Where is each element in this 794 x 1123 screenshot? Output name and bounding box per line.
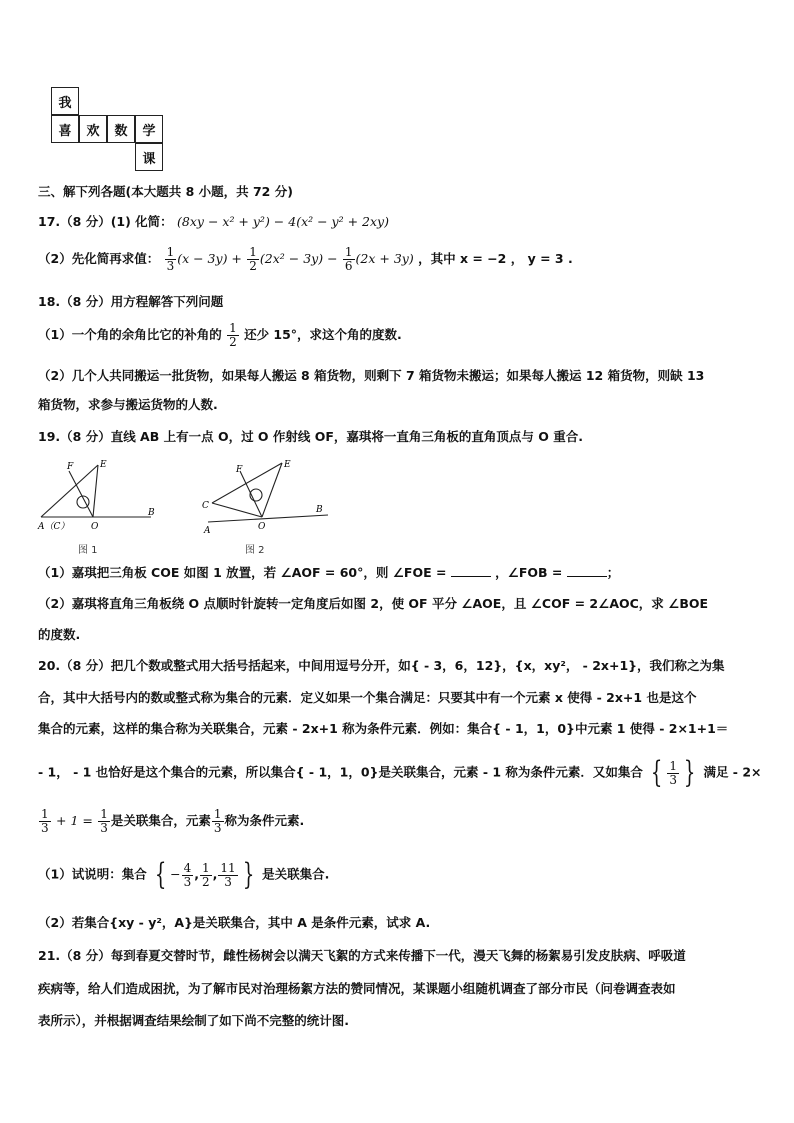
figure-2-caption: 图 2: [245, 545, 265, 556]
q17-expr-a: (x − 3y) +: [177, 251, 242, 266]
q18-part2-line2: 箱货物，求参与搬运货物的人数.: [38, 397, 218, 412]
label-B: B: [316, 505, 323, 515]
fraction: $\frac{1}{3}$: [41, 807, 49, 835]
q20-line5-text2: 称为条件元素.: [224, 813, 305, 828]
answer-blank[interactable]: [451, 564, 491, 577]
fraction: $\frac{1}{3}$: [100, 807, 108, 835]
section-title: 三、解下列各题(本大题共 8 小题，共 72 分): [38, 184, 293, 199]
figure-1: [37, 460, 155, 532]
net-cell: 学: [135, 115, 163, 143]
q17-expr-c: (2x + 3y): [355, 251, 414, 266]
fraction: $\frac{4}{3}$: [183, 860, 192, 889]
fraction: $\frac{1}{2}$: [229, 321, 237, 349]
figure-2: [202, 460, 328, 536]
label-E: E: [100, 460, 107, 470]
answer-blank[interactable]: [567, 564, 607, 577]
q17-p2-suffix: ，其中 x = −2 ， y = 3 .: [418, 251, 573, 266]
q20-part2: （2）若集合{xy - y²，A}是关联集合，其中 A 是条件元素，试求 A.: [38, 915, 431, 930]
q18-title: 18.（8 分）用方程解答下列问题: [38, 294, 224, 309]
net-cell: 课: [135, 143, 163, 171]
fraction: $\frac{11}{3}$: [220, 860, 236, 889]
q18-part2-line1: （2）几个人共同搬运一批货物，如果每人搬运 8 箱货物，则剩下 7 箱货物未搬运；如果每人搬运 12 箱货物，则缺 13: [38, 368, 705, 383]
q20-part1: （1）试说明：集合 { − $\frac{4}{3}$ , $\frac{1}{2}$ , $\frac{11}{3}$ } 是关联集合.: [38, 857, 330, 892]
q20-line3: 集合的元素，这样的集合称为关联集合，元素 - 2x+1 称为条件元素．例如：集合{ - 1，1，0}中元素 1 使得 - 2×1+1＝: [38, 721, 729, 736]
q20-line2: 合，其中大括号内的数或整式称为集合的元素．定义如果一个集合满足：只要其中有一个元素 x 使得 - 2x+1 也是这个: [38, 690, 697, 705]
fraction: $\frac{1}{2}$: [202, 860, 210, 889]
q20-line4: - 1， - 1 也恰好是这个集合的元素，所以集合{ - 1，1，0}是关联集合，元素 - 1 称为条件元素．又如集合 { $\frac{1}{3}$ } 满足 - 2×: [38, 755, 762, 790]
q19-part2-line2: 的度数.: [38, 627, 81, 642]
q19-p1-text2: ，∠FOB =: [495, 565, 563, 580]
q17-p2-prefix: （2）先化简再求值：: [38, 251, 160, 266]
net-cell: 我: [51, 87, 79, 115]
label-A: A（C）: [38, 522, 70, 532]
q19-p1-text: （1）嘉琪把三角板 COE 如图 1 放置，若 ∠AOF = 60°，则 ∠FOE =: [38, 565, 447, 580]
q21-line1: 21.（8 分）每到春夏交替时节，雌性杨树会以满天飞絮的方式来传播下一代，漫天飞舞的杨絮易引发皮肤病、呼吸道: [38, 948, 686, 963]
q18-part1: [38, 322, 402, 349]
net-cell: 数: [107, 115, 135, 143]
fraction: $\frac{1}{2}$: [249, 245, 257, 273]
label-C: C: [202, 501, 209, 511]
q20-line5: [38, 808, 304, 835]
q21-line3: 表所示），并根据调查结果绘制了如下尚不完整的统计图.: [38, 1013, 349, 1028]
q20-line4-text: - 1， - 1 也恰好是这个集合的元素，所以集合{ - 1，1，0}是关联集合，元素 - 1 称为条件元素．又如集合: [38, 764, 643, 780]
label-A: A: [204, 526, 211, 536]
q19-p1-text3: ；: [606, 565, 620, 580]
label-F: F: [236, 465, 243, 475]
figure-1-caption: 图 1: [78, 545, 98, 556]
label-O: O: [91, 522, 99, 532]
q17-part1: [38, 212, 389, 230]
q19-part1: [38, 563, 619, 581]
q19-part2-line1: （2）嘉琪将直角三角板绕 O 点顺时针旋转一定角度后如图 2，使 OF 平分 ∠AOE，且 ∠COF = 2∠AOC，求 ∠BOE: [38, 596, 709, 611]
q20-line4-text2: 满足 - 2×: [703, 764, 762, 780]
label-F: F: [67, 462, 74, 472]
q17-p1-expr: (8xy − x² + y²) − 4(x² − y² + 2xy): [177, 214, 389, 229]
q20-line1: 20.（8 分）把几个数或整式用大括号括起来，中间用逗号分开，如{ - 3，6，12}，{x，xy²， - 2x+1}，我们称之为集: [38, 658, 725, 673]
net-cell: 欢: [79, 115, 107, 143]
q20-line5-text: 是关联集合，元素: [110, 813, 211, 828]
net-cell: 喜: [51, 115, 79, 143]
q18-p1-text2: 还少 15°，求这个角的度数.: [244, 327, 402, 342]
q17-expr-b: (2x² − 3y) −: [259, 251, 338, 266]
q17-p1-prefix: 17.（8 分）(1) 化简：: [38, 214, 173, 229]
q20-p1-text: （1）试说明：集合: [38, 866, 147, 882]
q17-part2: [38, 246, 573, 273]
label-E: E: [284, 460, 291, 470]
q19-figures: [36, 455, 336, 555]
fraction: $\frac{1}{3}$: [213, 807, 222, 835]
minus-sign: −: [170, 866, 181, 882]
q19-title: 19.（8 分）直线 AB 上有一点 O，过 O 作射线 OF，嘉琪将一直角三角板的直角顶点与 O 重合.: [38, 429, 584, 444]
fraction: $\frac{1}{3}$: [669, 758, 677, 787]
fraction: $\frac{1}{6}$: [344, 245, 353, 273]
label-O: O: [258, 522, 266, 532]
q21-line2: 疾病等，给人们造成困扰，为了解市民对治理杨絮方法的赞同情况，某课题小组随机调查了部分市民（问卷调查表如: [38, 981, 676, 996]
q18-p1-text: （1）一个角的余角比它的补角的: [38, 327, 222, 342]
fraction: $\frac{1}{3}$: [166, 245, 175, 273]
q20-p1-text2: 是关联集合.: [262, 866, 330, 882]
label-B: B: [148, 508, 155, 518]
q20-expr: + 1 =: [56, 813, 93, 828]
